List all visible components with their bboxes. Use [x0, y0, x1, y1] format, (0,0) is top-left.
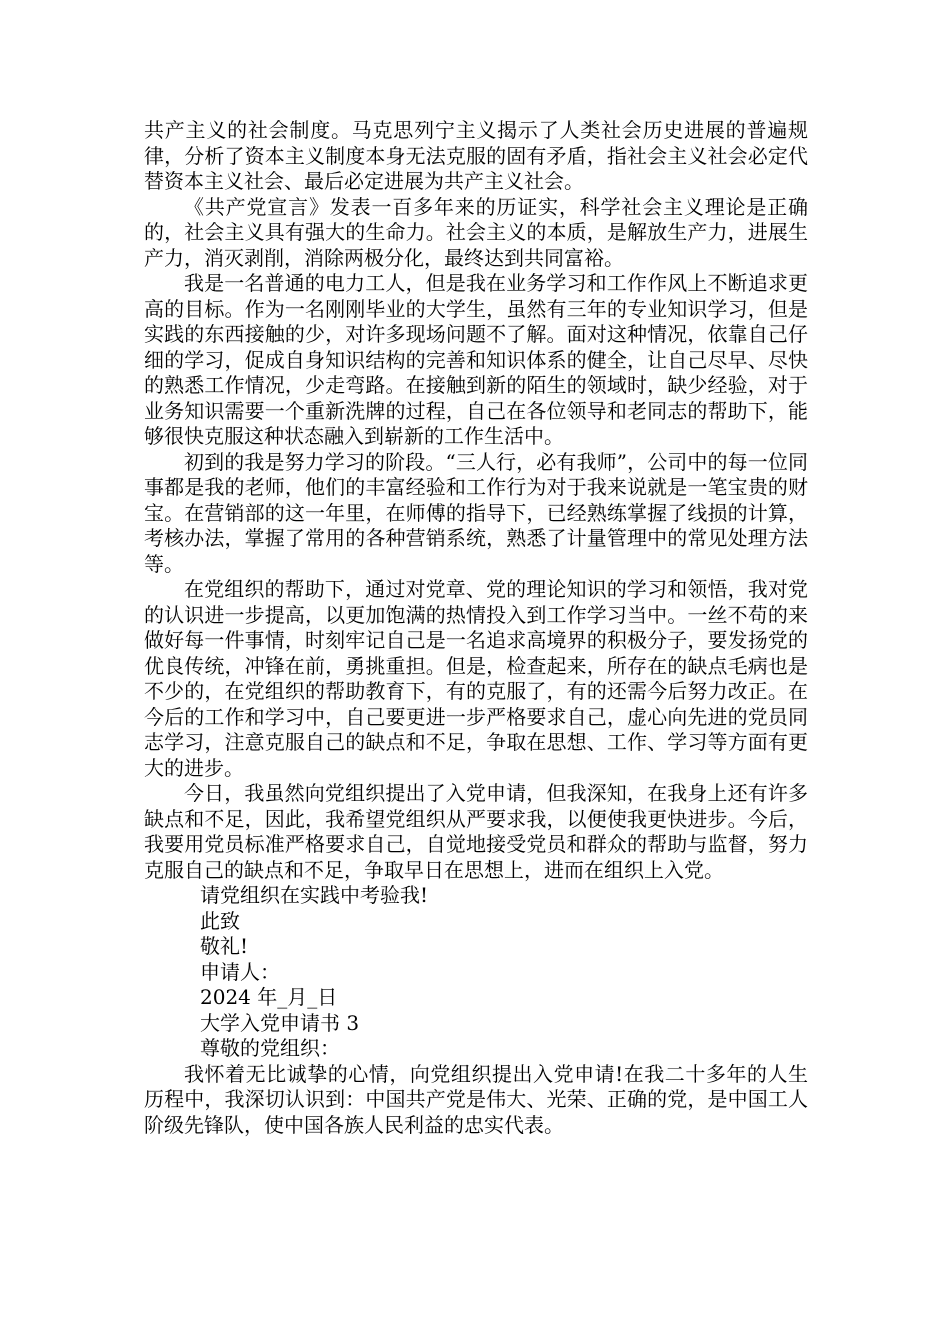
paragraph-learning-stage: 初到的我是努力学习的阶段。“三人行，必有我师”，公司中的每一位同事都是我的老师，他们的丰富经验和工作行为对于我来说就是一笔宝贵的财宝。在营销部的这一年里，在师傅的指导下，已经熟练掌握了线损的计算，考核办法，掌握了常用的各种营销系统，熟悉了计量管理中的常见处理方法等。: [144, 449, 808, 576]
greeting-line: 尊敬的党组织：: [200, 1036, 340, 1060]
closing-salutation: 此致: [200, 908, 240, 933]
paragraph-electric-worker: 我是一名普通的电力工人，但是我在业务学习和工作作风上不断追求更高的目标。作为一名刚刚毕业的大学生，虽然有三年的专业知识学习，但是实践的东西接触的少，对许多现场问题不了解。面对这种情况，依靠自己仔细的学习，促成自身知识结构的完善和知识体系的健全，让自己尽早、尽快的熟悉工作情况，少走弯路。在接触到新的陌生的领域时，缺少经验，对于业务知识需要一个重新洗牌的过程，自己在各位领导和老同志的帮助下，能够很快克服这种状态融入到崭新的工作生活中。: [144, 271, 808, 448]
applicant-label: 申请人：: [200, 959, 280, 984]
document-page: [144, 118, 808, 1138]
date-line: 2024 年_月_日: [200, 985, 338, 1009]
closing-regards: 敬礼!: [200, 934, 249, 958]
paragraph-final-application: 我怀着无比诚挚的心情，向党组织提出入党申请!在我二十多年的人生历程中，我深切认识到：中国共产党是伟大、光荣、正确的党，是中国工人阶级先锋队，使中国各族人民利益的忠实代表。: [144, 1061, 808, 1137]
paragraph-socialist-system: 共产主义的社会制度。马克思列宁主义揭示了人类社会历史进展的普遍规律，分析了资本主义制度本身无法克服的固有矛盾，指社会主义社会必定代替资本主义社会、最后必定进展为共产主义社会。: [144, 118, 808, 193]
section-title: 大学入党申请书 3: [200, 1010, 360, 1035]
paragraph-application-today: 今日，我虽然向党组织提出了入党申请，但我深知，在我身上还有许多缺点和不足，因此，我希望党组织从严要求我，以便使我更快进步。今后，我要用党员标准严格要求自己，自觉地接受党员和群众的帮助与监督，努力克服自己的缺点和不足，争取早日在思想上，进而在组织上入党。: [144, 781, 808, 882]
paragraph-party-help: 在党组织的帮助下，通过对党章、党的理论知识的学习和领悟，我对党的认识进一步提高，以更加饱满的热情投入到工作学习当中。一丝不苟的来做好每一件事情，时刻牢记自己是一名追求高境界的积极分子，要发扬党的优良传统，冲锋在前，勇挑重担。但是，检查起来，所存在的缺点毛病也是不少的，在党组织的帮助教育下，有的克服了，有的还需今后努力改正。在今后的工作和学习中，自己要更进一步严格要求自己，虚心向先进的党员同志学习，注意克服自己的缺点和不足，争取在思想、工作、学习等方面有更大的进步。: [144, 577, 808, 780]
closing-test-request: 请党组织在实践中考验我!: [200, 883, 429, 907]
paragraph-communist-manifesto: 《共产党宣言》发表一百多年来的历证实，科学社会主义理论是正确的，社会主义具有强大的生命力。社会主义的本质，是解放生产力，进展生产力，消灭剥削，消除两极分化，最终达到共同富裕。: [144, 194, 808, 270]
